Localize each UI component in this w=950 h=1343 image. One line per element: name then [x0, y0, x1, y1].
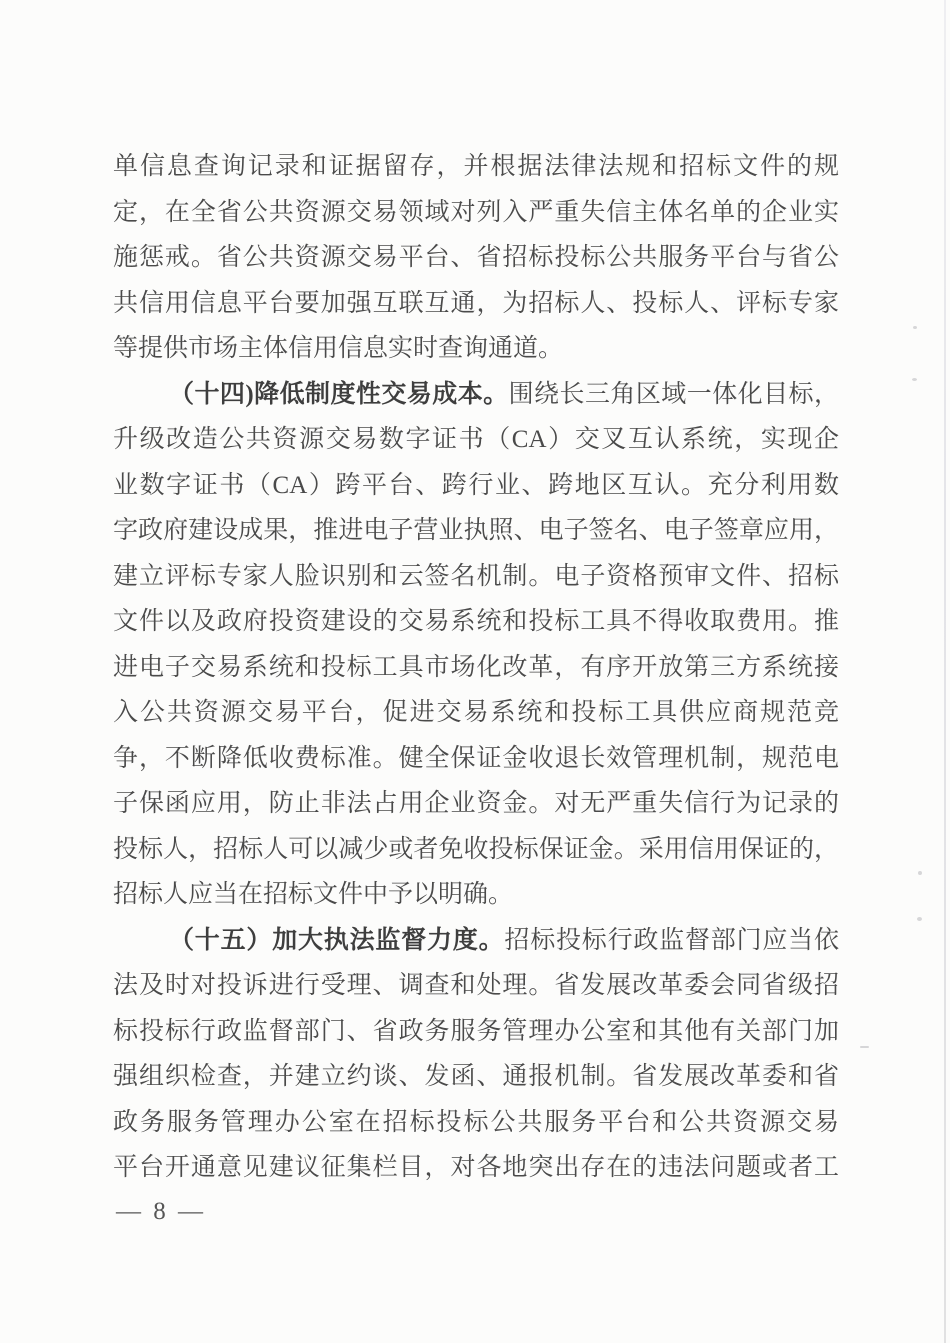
text-line: 标投标行政监督部门、省政务服务管理办公室和其他有关部门加	[113, 1017, 839, 1045]
scan-speck	[918, 871, 922, 875]
scan-speck	[860, 1046, 869, 1048]
text-line: 字政府建设成果，推进电子营业执照、电子签名、电子签章应用，	[113, 517, 839, 544]
section-heading: （十四)降低制度性交易成本。	[169, 380, 509, 408]
scan-speck	[913, 326, 917, 329]
text-line: 施惩戒。省公共资源交易平台、省招标投标公共服务平台与省公	[113, 244, 839, 271]
text-line: 文件以及政府投资建设的交易系统和投标工具不得收取费用。推	[113, 608, 839, 635]
text-line: 升级改造公共资源交易数字证书（CA）交叉互认系统，实现企	[113, 426, 839, 453]
text-line: 业数字证书（CA）跨平台、跨行业、跨地区互认。充分利用数	[113, 471, 839, 499]
page-number: — 8 —	[116, 1198, 206, 1225]
text-line: 政务服务管理办公室在招标投标公共服务平台和公共资源交易	[113, 1108, 839, 1136]
text-line: 法及时对投诉进行受理、调查和处理。省发展改革委会同省级招	[113, 972, 839, 999]
text-line: 争，不断降低收费标准。健全保证金收退长效管理机制，规范电	[113, 744, 839, 772]
text-line: 投标人，招标人可以减少或者免收投标保证金。采用信用保证的，	[113, 835, 839, 863]
text-line: （十五）加大执法监督力度。招标投标行政监督部门应当依	[169, 926, 839, 954]
scan-speck	[917, 917, 922, 921]
text-line: 招标人应当在招标文件中予以明确。	[113, 881, 514, 908]
text-line: （十四)降低制度性交易成本。围绕长三角区域一体化目标，	[169, 380, 839, 408]
text-line: 等提供市场主体信用信息实时查询通道。	[113, 335, 564, 362]
text-line: 建立评标专家人脸识别和云签名机制。电子资格预审文件、招标	[113, 562, 839, 590]
text-line: 强组织检查，并建立约谈、发函、通报机制。省发展改革委和省	[113, 1063, 839, 1090]
text-line: 单信息查询记录和证据留存，并根据法律法规和招标文件的规	[113, 153, 839, 180]
text-line: 平台开通意见建议征集栏目，对各地突出存在的违法问题或者工	[113, 1154, 839, 1181]
scan-speck	[912, 378, 917, 381]
text-line: 子保函应用，防止非法占用企业资金。对无严重失信行为记录的	[113, 790, 839, 817]
document-text-block	[113, 144, 839, 1191]
text-line: 进电子交易系统和投标工具市场化改革，有序开放第三方系统接	[113, 653, 839, 681]
text-line: 入公共资源交易平台，促进交易系统和投标工具供应商规范竞	[113, 699, 839, 726]
scan-edge-artifact	[944, 0, 946, 1343]
text-line: 共信用信息平台要加强互联互通，为招标人、投标人、评标专家	[113, 289, 839, 317]
text-line: 定，在全省公共资源交易领域对列入严重失信主体名单的企业实	[113, 198, 839, 226]
section-heading: （十五）加大执法监督力度。	[169, 926, 505, 954]
